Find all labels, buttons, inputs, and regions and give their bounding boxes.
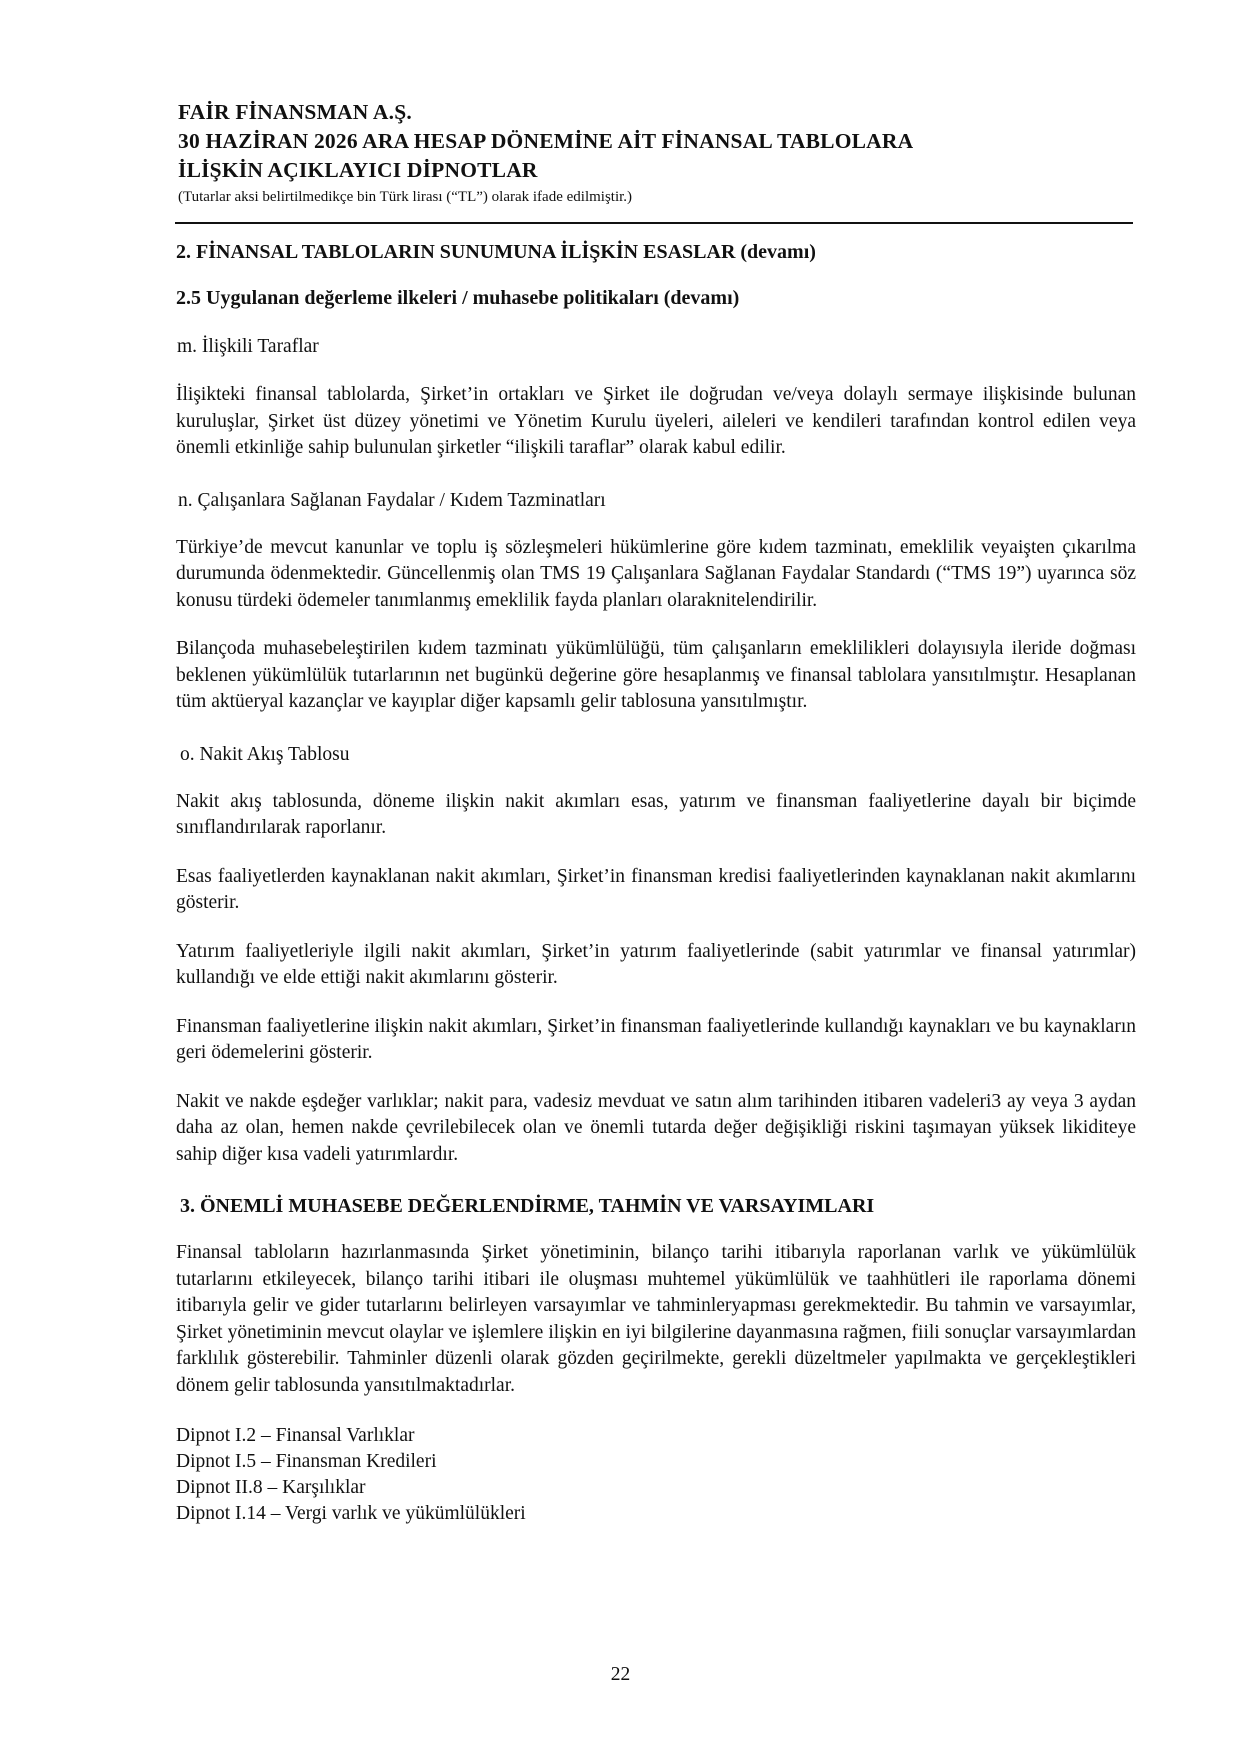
list-item: Dipnot II.8 – Karşılıklar xyxy=(176,1477,366,1498)
section-3-paragraph: Finansal tabloların hazırlanmasında Şirket yönetiminin, bilanço tarihi itibarıyla raporlanan varlık ve yükümlülük tutarlarını etkileyecek, bilanço tarihi itibari ile oluşması muhtemel yükümlülük ve taahhütleri ile raporlama dönemi itibarıyla gelir ve gider tutarlarını belirleyen varsayımlar ve tahminleryapması gerekmektedir. Bu tahmin ve varsayımlar, Şirket yönetiminin mevcut olaylar ve işlemlere ilişkin en iyi bilgilerine dayanmasına rağmen, fiili sonuçlar varsayımlardan farklılık gösterebilir. Tahminler düzenli olarak gözden geçirilmekte, gerekli düzeltmeler yapılmakta ve gerçekleştikleri dönem gelir tablosunda yansıtılmaktadırlar. xyxy=(176,1242,1136,1396)
subsection-m-paragraph: İlişikteki finansal tablolarda, Şirket’in ortakları ve Şirket ile doğrudan ve/veya dolaylı sermaye ilişkisinde bulunan kuruluşlar, Şirket üst düzey yönetimi ve Yönetim Kurulu üyeleri, aileleri ve kendileri tarafından kontrol edilen veya önemli etkinliğe sahip bulunulan şirketler “ilişkili taraflar” olarak kabul edilir. xyxy=(176,384,1136,458)
subsection-n-paragraph-1: Türkiye’de mevcut kanunlar ve toplu iş sözleşmeleri hükümlerine göre kıdem tazminatı, emeklilik veyaişten çıkarılma durumunda ödenmektedir. Güncellenmiş olan TMS 19 Çalışanlara Sağlanan Faydalar Standardı (“TMS 19”) uyarınca söz konusu türdeki ödemeler tanımlanmış emeklilik fayda planları olaraknitelendirilir. xyxy=(176,536,1136,611)
header-divider xyxy=(175,222,1133,224)
report-subtitle: İLİŞKİN AÇIKLAYICI DİPNOTLAR xyxy=(178,158,538,182)
page-number: 22 xyxy=(610,1664,631,1685)
document-header xyxy=(178,98,1133,208)
subsection-o-paragraph-4: Finansman faaliyetlerine ilişkin nakit akımları, Şirket’in finansman faaliyetlerinde kullandığı kaynakları ve bu kaynakların geri ödemelerini gösterir. xyxy=(176,1015,1136,1063)
subsection-o-paragraph-1: Nakit akış tablosunda, döneme ilişkin nakit akımları esas, yatırım ve finansman faaliyetlerine dayalı bir biçimde sınıflandırılarak raporlanır. xyxy=(176,790,1136,838)
section-2-title: 2. FİNANSAL TABLOLARIN SUNUMUNA İLİŞKİN ESASLAR (devamı) xyxy=(176,241,816,263)
subsection-n-paragraph-2: Bilançoda muhasebeleştirilen kıdem tazminatı yükümlülüğü, tüm çalışanların emeklilikleri dolayısıyla ileride doğması beklenen yükümlülük tutarlarının net bugünkü değerine göre hesaplanmış ve finansal tablolara yansıtılmıştır. Hesaplanan tüm aktüeryal kazançlar ve kayıplar diğer kapsamlı gelir tablosuna yansıtılmıştır. xyxy=(176,638,1136,712)
section-2-5-title: 2.5 Uygulanan değerleme ilkeleri / muhasebe politikaları (devamı) xyxy=(176,287,740,309)
report-title: 30 HAZİRAN 2026 ARA HESAP DÖNEMİNE AİT FİNANSAL TABLOLARA xyxy=(178,129,914,153)
footnote-reference-list xyxy=(176,1423,1136,1527)
subsection-o-paragraph-3: Yatırım faaliyetleriyle ilgili nakit akımları, Şirket’in yatırım faaliyetlerinde (sabit yatırımlar ve finansal yatırımlar) kullandığı ve elde ettiği nakit akımlarını gösterir. xyxy=(176,940,1136,988)
company-name: FAİR FİNANSMAN A.Ş. xyxy=(178,100,412,124)
list-item: Dipnot I.2 – Finansal Varlıklar xyxy=(176,1425,415,1446)
section-3-title: 3. ÖNEMLİ MUHASEBE DEĞERLENDİRME, TAHMİN VE VARSAYIMLARI xyxy=(180,1195,875,1217)
subsection-o-paragraph-2: Esas faaliyetlerden kaynaklanan nakit akımları, Şirket’in finansman kredisi faaliyetlerinden kaynaklanan nakit akımlarını gösterir. xyxy=(176,865,1136,913)
list-item: Dipnot I.14 – Vergi varlık ve yükümlülükleri xyxy=(176,1503,526,1524)
subsection-o-heading: o. Nakit Akış Tablosu xyxy=(180,743,350,765)
currency-note: (Tutarlar aksi belirtilmedikçe bin Türk lirası (“TL”) olarak ifade edilmiştir.) xyxy=(178,189,633,205)
list-item: Dipnot I.5 – Finansman Kredileri xyxy=(176,1451,437,1472)
subsection-n-heading: n. Çalışanlara Sağlanan Faydalar / Kıdem Tazminatları xyxy=(178,489,606,511)
subsection-o-paragraph-5: Nakit ve nakde eşdeğer varlıklar; nakit para, vadesiz mevduat ve satın alım tarihinden itibaren vadeleri3 ay veya 3 aydan daha az olan, hemen nakde çevrilebilecek olan ve önemli tutarda değer değişikliği riskini taşımayan yüksek likiditeye sahip diğer kısa vadeli yatırımlardır. xyxy=(176,1090,1136,1165)
subsection-m-heading: m. İlişkili Taraflar xyxy=(177,336,319,357)
document-body xyxy=(176,232,1136,1527)
